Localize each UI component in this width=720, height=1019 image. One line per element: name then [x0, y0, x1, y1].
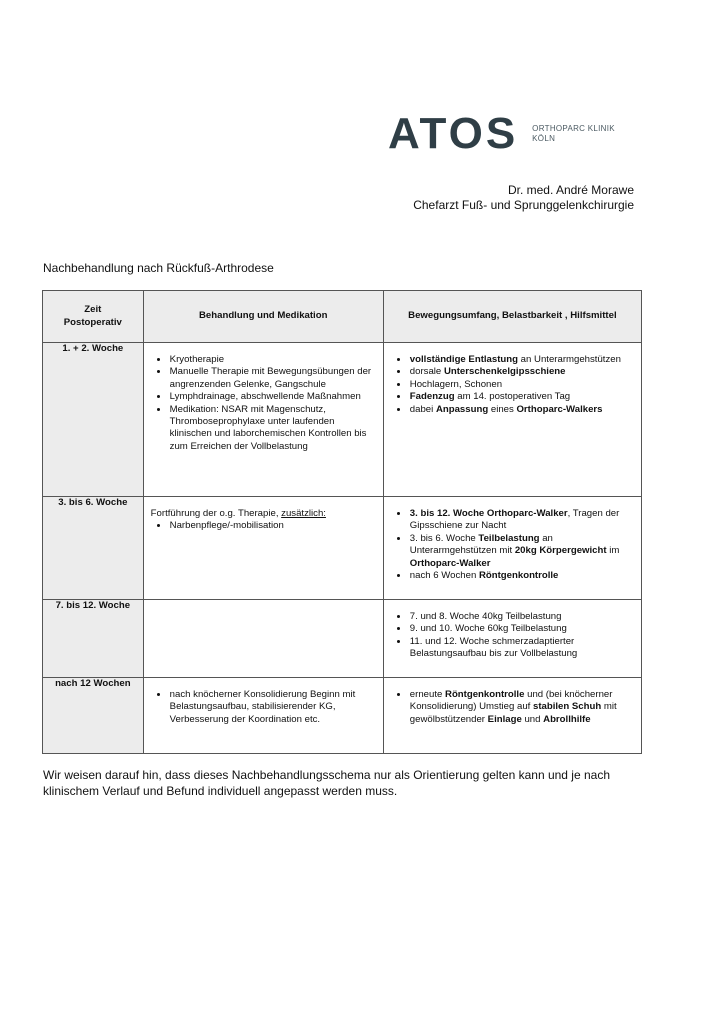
header-time-line2: Postoperativ [63, 316, 122, 328]
treatment-cell [143, 497, 383, 600]
table-header-row [43, 291, 642, 343]
list-item: • Kryotherapie [169, 354, 377, 366]
mobility-content [384, 678, 641, 732]
mobility-list [391, 508, 635, 582]
list-item [409, 404, 635, 416]
list-item: • Medikation: NSAR mit Magenschutz, Thromboseprophylaxe unter laufenden klinischen und laborchemischen Kontrollen bis zum Erreichen der Vollbelastung [169, 404, 377, 454]
list-item [409, 611, 635, 623]
list-item [409, 366, 635, 378]
mobility-content [384, 497, 641, 588]
plain-text: eines [488, 403, 517, 415]
list-item [409, 623, 635, 635]
plain-text: nach 6 Wochen [409, 570, 479, 582]
table-row [43, 600, 642, 678]
treatment-list [151, 354, 377, 453]
mobility-list [391, 689, 635, 726]
plain-text: an Unterarmgehstützen mit [409, 532, 553, 557]
bold-text: Einlage [487, 713, 522, 725]
header-mobility: Bewegungsumfang, Belastbarkeit , Hilfsmittel [383, 291, 641, 343]
document-title: Nachbehandlung nach Rückfuß-Arthrodese [43, 261, 274, 275]
plain-text: und (bei knöcherner Konsolidierung) Umstieg auf [409, 689, 613, 713]
bold-text: Unterschenkelgipsschiene [443, 366, 566, 378]
mobility-content [384, 343, 641, 422]
bold-text: 20kg Körpergewicht [514, 545, 607, 557]
mobility-cell [383, 343, 641, 497]
list-item [409, 533, 635, 570]
list-item: • nach knöcherner Konsolidierung Beginn mit Belastungsaufbau, stabilisierender KG, Verbesserung der Koordination etc. [169, 689, 377, 726]
plain-text: im [606, 545, 620, 557]
list-item: • Manuelle Therapie mit Bewegungsübungen der angrenzenden Gelenke, Gangschule [169, 366, 377, 391]
bold-text: Fadenzug [409, 391, 455, 403]
plain-text: 3. bis 6. Woche [409, 532, 479, 544]
table-body [43, 343, 642, 754]
treatment-content [144, 600, 383, 617]
treatment-list [151, 689, 377, 726]
treatment-list [151, 520, 377, 532]
plain-text: an Unterarmgehstützen [518, 354, 621, 365]
plain-text: und [521, 713, 544, 725]
treatment-content [144, 497, 383, 539]
treatment-cell [143, 600, 383, 678]
clinic-logo [388, 109, 615, 158]
bold-text: Orthoparc-Walker [409, 557, 491, 569]
bold-text: stabilen Schuh [532, 701, 602, 713]
plain-text: 7. und 8. Woche 40kg Teilbelastung [409, 611, 562, 622]
mobility-content [384, 600, 641, 667]
mobility-list [391, 611, 635, 661]
plain-text: am 14. postoperativen Tag [454, 391, 571, 403]
mobility-cell [383, 678, 641, 754]
list-item [409, 379, 635, 391]
plain-text: erneute [409, 689, 446, 700]
treatment-lead-text: Fortführung der o.g. Therapie, [150, 508, 282, 519]
list-item [409, 508, 635, 533]
plain-text: mit gewölbstützender [409, 701, 617, 725]
mobility-list [391, 354, 635, 416]
bold-text: Röntgenkontrolle [478, 570, 559, 582]
bold-text: Röntgenkontrolle [445, 689, 525, 700]
logo-subline-1: ORTHOPARC KLINIK [532, 124, 615, 133]
period-cell: 1. + 2. Woche [43, 343, 144, 497]
list-item: • Lymphdrainage, abschwellende Maßnahmen [169, 391, 377, 403]
plain-text: , Tragen der Gipsschiene zur Nacht [409, 508, 620, 532]
author-block [413, 183, 634, 213]
disclaimer-note: Wir weisen darauf hin, dass dieses Nachbehandlungsschema nur als Orientierung gelten kann und je nach klinischem Verlauf und Befund individuell angepasst werden muss. [43, 768, 611, 798]
bold-text: vollständige Entlastung [409, 354, 519, 365]
bold-text: Orthoparc-Walkers [516, 403, 603, 415]
author-role: Chefarzt Fuß- und Sprunggelenkchirurgie [413, 198, 634, 212]
table-row [43, 497, 642, 600]
plain-text: 9. und 10. Woche 60kg Teilbelastung [409, 623, 567, 635]
plain-text: dabei [409, 403, 436, 415]
list-item [409, 689, 635, 726]
aftercare-table [42, 290, 642, 754]
plain-text: dorsale [409, 366, 444, 378]
treatment-cell [143, 678, 383, 754]
list-item [409, 354, 635, 366]
plain-text: 11. und 12. Woche schmerzadaptierter Belastungsaufbau bis zur Vollbelastung [409, 635, 578, 660]
table-row [43, 678, 642, 754]
author-name: Dr. med. André Morawe [507, 183, 634, 197]
treatment-cell [143, 343, 383, 497]
treatment-content [144, 678, 383, 732]
treatment-lead [151, 508, 377, 520]
bold-text: Teilbelastung [478, 532, 540, 544]
plain-text: Hochlagern, Schonen [409, 378, 503, 390]
period-cell: 3. bis 6. Woche [43, 497, 144, 600]
list-item [409, 636, 635, 661]
header-time-line1: Zeit [84, 304, 102, 316]
treatment-lead-underline: zusätzlich: [281, 508, 326, 519]
bold-text: Anpassung [435, 403, 489, 415]
treatment-content [144, 343, 383, 459]
header-time [43, 291, 144, 343]
logo-subline [532, 124, 615, 144]
header-treatment: Behandlung und Medikation [143, 291, 383, 343]
logo-subline-2: KÖLN [532, 134, 556, 143]
mobility-cell [383, 497, 641, 600]
list-item [409, 391, 635, 403]
period-cell: 7. bis 12. Woche [43, 600, 144, 678]
bold-text: 3. bis 12. Woche Orthoparc-Walker [409, 508, 568, 519]
bold-text: Abrollhilfe [543, 713, 591, 725]
period-cell: nach 12 Wochen [43, 678, 144, 754]
mobility-cell [383, 600, 641, 678]
logo-wordmark: ATOS [388, 109, 519, 158]
list-item [409, 570, 635, 582]
table-row [43, 343, 642, 497]
list-item: • Narbenpflege/-mobilisation [169, 520, 377, 532]
